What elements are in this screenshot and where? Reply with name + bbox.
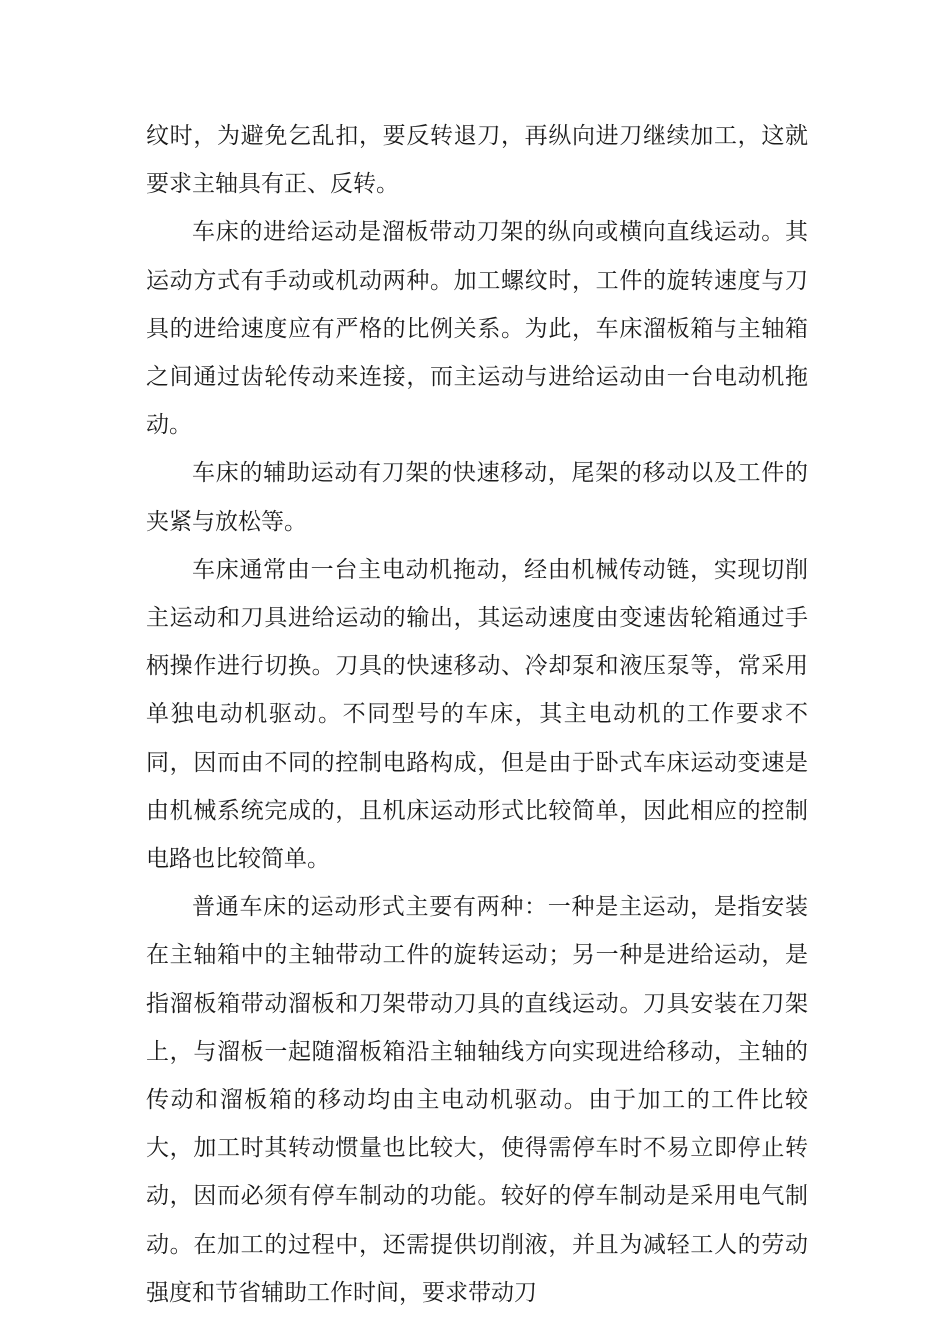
paragraph-feed-motion: 车床的进给运动是溜板带动刀架的纵向或横向直线运动。其运动方式有手动或机动两种。加工螺纹时，工件的旋转速度与刀具的进给速度应有严格的比例关系。为此，车床溜板箱与主轴箱之间通过齿轮传动来连接，而主运动与进给运动由一台电动机拖动。	[146, 219, 808, 439]
document-body	[146, 112, 808, 1317]
paragraph-main-motor-drive: 车床通常由一台主电动机拖动，经由机械传动链，实现切削主运动和刀具进给运动的输出，其运动速度由变速齿轮箱通过手柄操作进行切换。刀具的快速移动、冷却泵和液压泵等，常采用单独电动机驱动。不同型号的车床，其主电动机的工作要求不同，因而由不同的控制电路构成，但是由于卧式车床运动变速是由机械系统完成的，且机床运动形式比较简单，因此相应的控制电路也比较简单。	[146, 556, 808, 873]
paragraph-continuation: 纹时，为避免乞乱扣，要反转退刀，再纵向进刀继续加工，这就要求主轴具有正、反转。	[146, 123, 808, 198]
paragraph-auxiliary-motion: 车床的辅助运动有刀架的快速移动，尾架的移动以及工件的夹紧与放松等。	[146, 460, 808, 535]
paragraph-motion-forms: 普通车床的运动形式主要有两种：一种是主运动，是指安装在主轴箱中的主轴带动工件的旋转运动；另一种是进给运动，是指溜板箱带动溜板和刀架带动刀具的直线运动。刀具安装在刀架上，与溜板一起随溜板箱沿主轴轴线方向实现进给移动，主轴的传动和溜板箱的移动均由主电动机驱动。由于加工的工件比较大，加工时其转动惯量也比较大，使得需停车时不易立即停止转动，因而必须有停车制动的功能。较好的停车制动是采用电气制动。在加工的过程中，还需提供切削液，并且为减轻工人的劳动强度和节省辅助工作时间，要求带动刀	[146, 894, 808, 1306]
